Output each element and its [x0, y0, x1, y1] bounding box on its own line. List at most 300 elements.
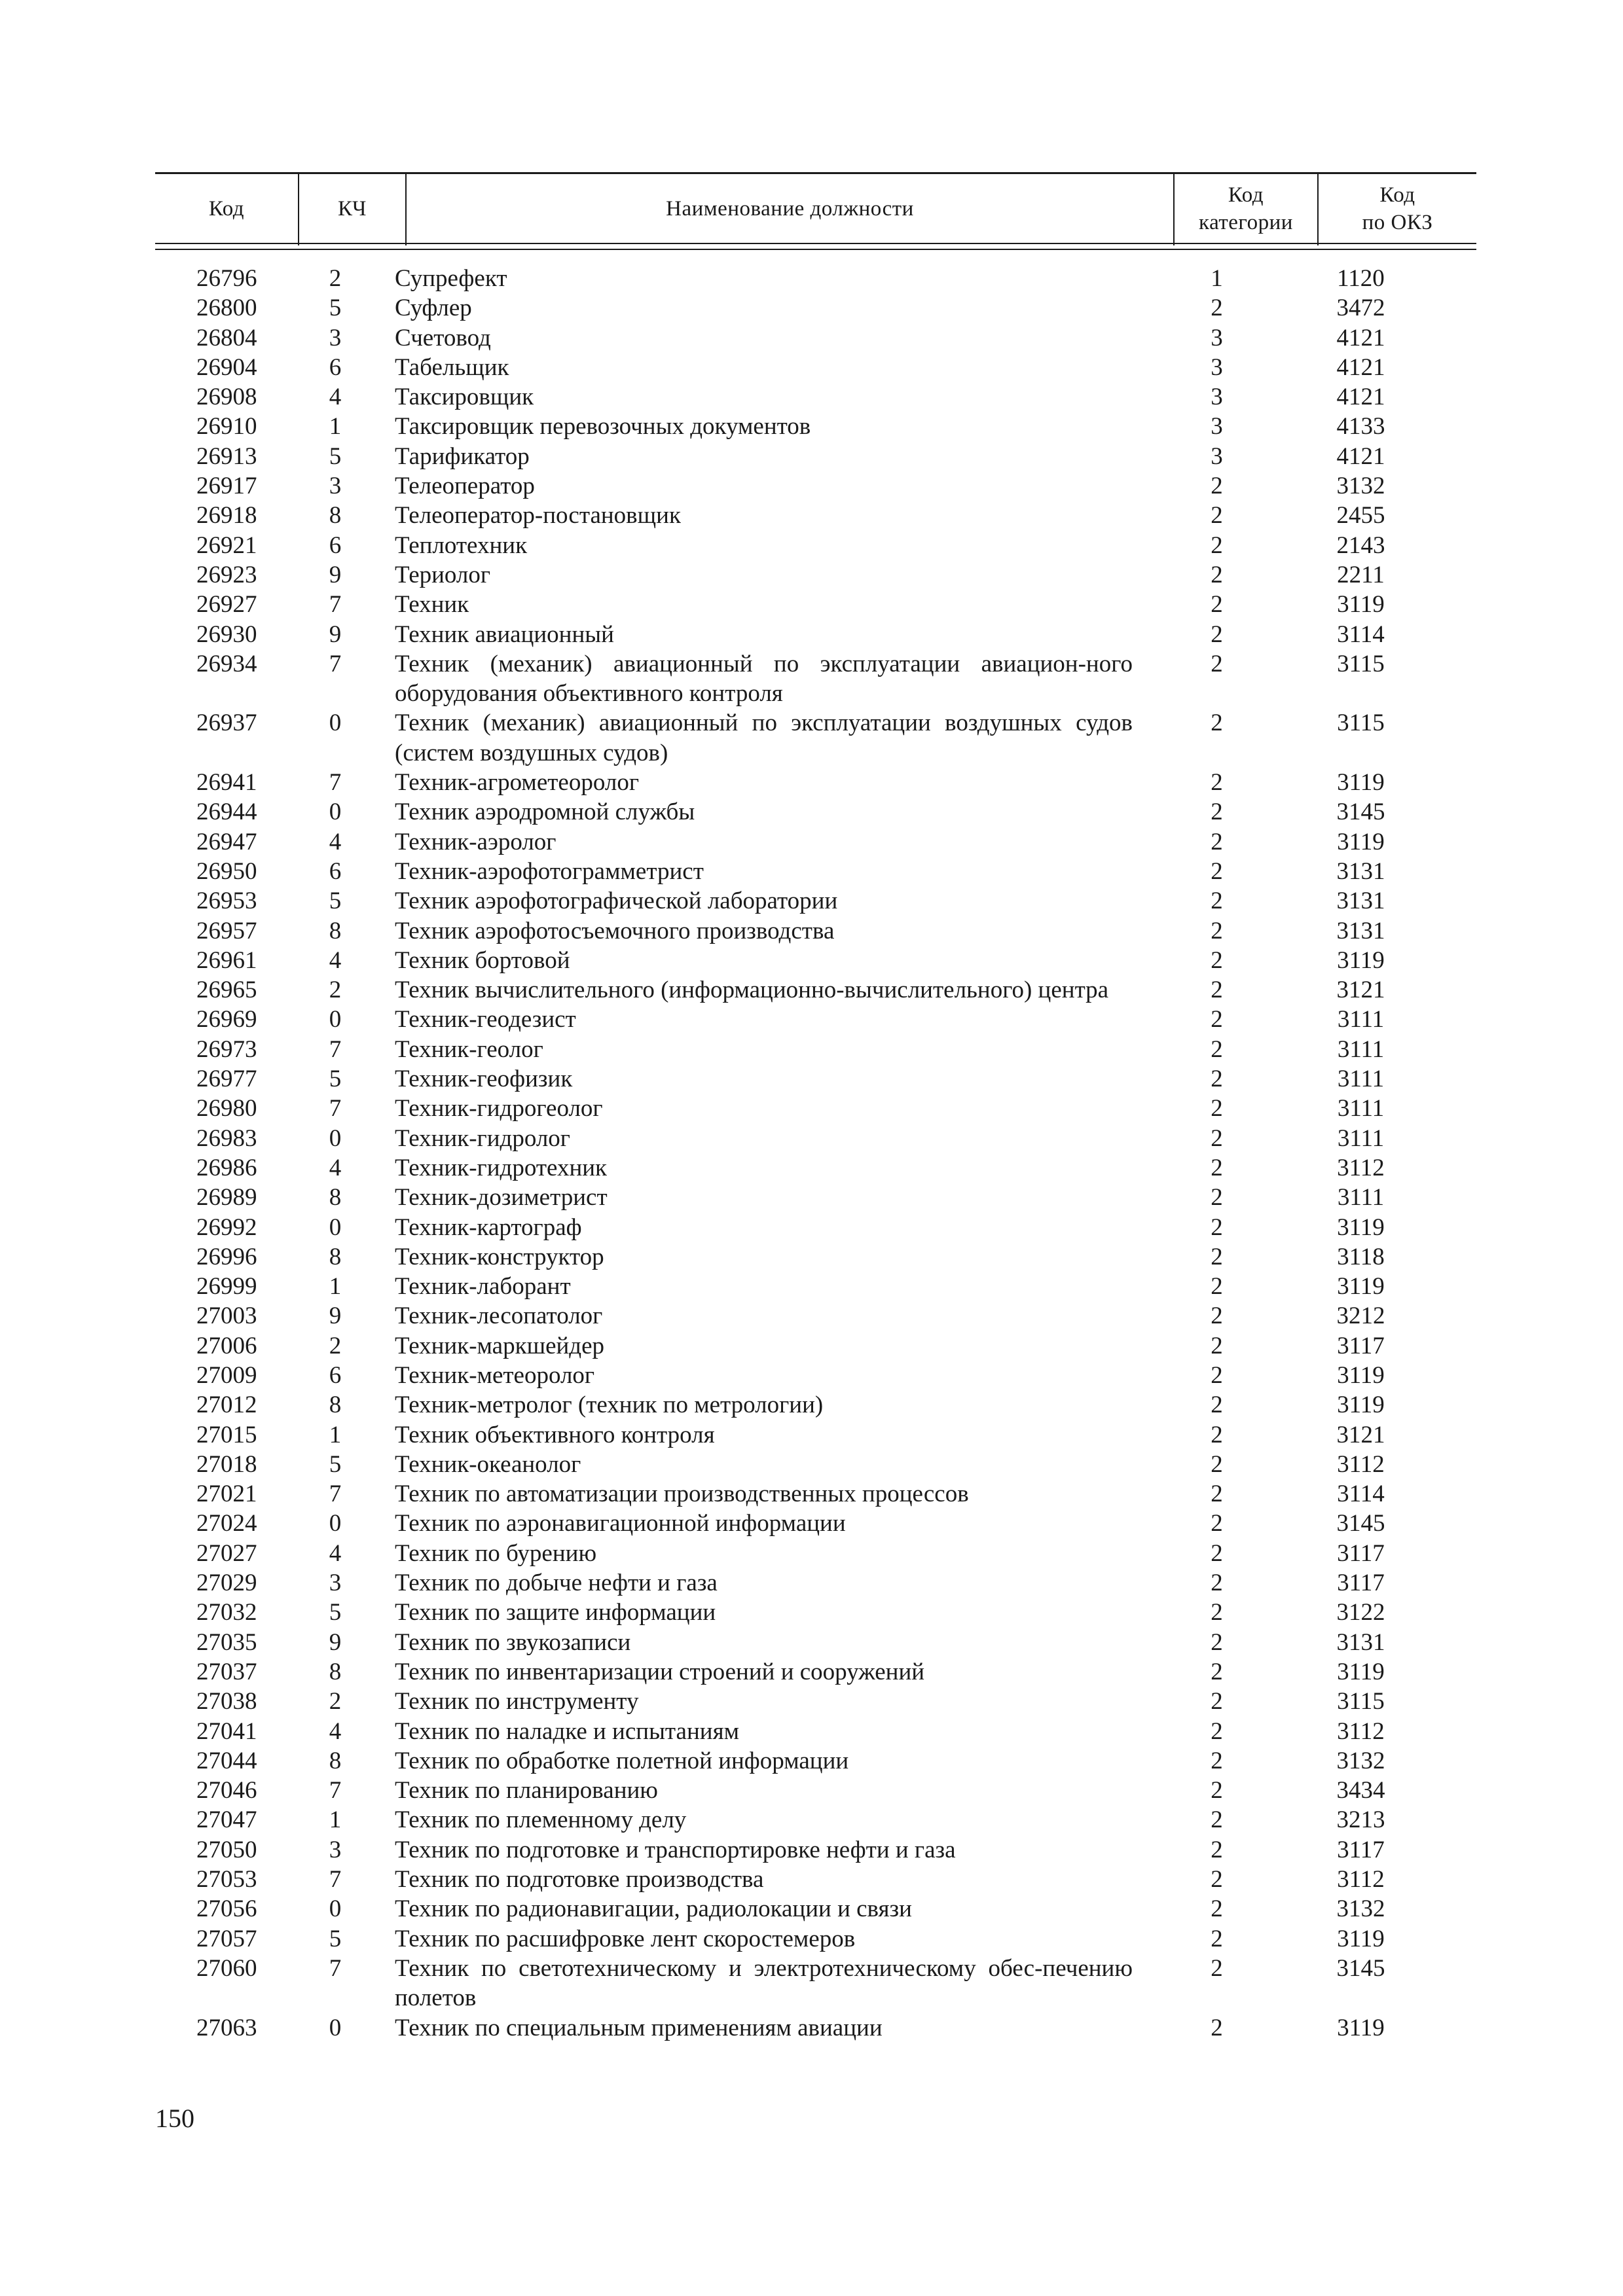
table-row — [155, 916, 1476, 946]
row-okz: 3119 — [1337, 1361, 1385, 1389]
row-code: 26944 — [196, 798, 257, 826]
row-category: 2 — [1211, 1599, 1223, 1626]
row-position-name: Техник-аэролог — [395, 828, 556, 855]
row-category: 2 — [1211, 1006, 1223, 1033]
row-position-name: Техник бортовой — [395, 946, 570, 974]
row-category: 2 — [1211, 828, 1223, 855]
row-kch: 8 — [329, 1243, 342, 1270]
row-category: 2 — [1211, 1570, 1223, 1597]
row-okz: 3145 — [1336, 1954, 1385, 1982]
table-row — [155, 1746, 1476, 1776]
row-position-name: Счетовод — [395, 324, 491, 351]
row-category: 2 — [1211, 1539, 1223, 1567]
table-row — [155, 797, 1476, 827]
row-code: 26923 — [196, 561, 257, 588]
row-kch: 7 — [329, 1777, 342, 1804]
row-kch: 0 — [329, 798, 342, 826]
row-code: 26904 — [196, 353, 257, 381]
row-kch: 4 — [329, 946, 342, 974]
row-okz: 3119 — [1337, 828, 1385, 855]
table-row — [155, 1568, 1476, 1598]
row-position-name: Техник по автоматизации производственных процессов — [395, 1480, 969, 1508]
row-position-name: Техник по инструменту — [395, 1688, 639, 1715]
row-position-name: Техник-гидрогеолог — [395, 1095, 603, 1122]
row-category: 2 — [1211, 1866, 1223, 1893]
row-code: 27056 — [196, 1895, 257, 1923]
row-category: 2 — [1211, 1688, 1223, 1715]
row-category: 2 — [1211, 1806, 1223, 1834]
row-kch: 2 — [329, 1688, 342, 1715]
row-kch: 0 — [329, 1213, 342, 1241]
row-category: 2 — [1211, 1243, 1223, 1270]
row-okz: 4133 — [1336, 413, 1385, 440]
row-kch: 3 — [329, 473, 342, 500]
row-category: 2 — [1211, 1066, 1223, 1093]
row-position-name: Техник-гидротехник — [395, 1154, 608, 1181]
row-code: 27037 — [196, 1658, 257, 1685]
table-row — [155, 323, 1476, 353]
row-okz: 3472 — [1336, 295, 1385, 322]
row-category: 2 — [1211, 620, 1223, 648]
row-code: 27053 — [196, 1866, 257, 1893]
row-okz: 3115 — [1337, 1688, 1385, 1715]
row-code: 26983 — [196, 1124, 257, 1152]
row-code: 27038 — [196, 1688, 257, 1715]
row-category: 2 — [1211, 2014, 1223, 2041]
row-okz: 3121 — [1336, 1421, 1385, 1448]
row-code: 27057 — [196, 1925, 257, 1952]
row-position-name: Техник-геофизик — [395, 1066, 573, 1093]
row-okz: 3131 — [1336, 888, 1385, 915]
header-category-line2: категории — [1199, 211, 1293, 234]
row-kch: 4 — [329, 384, 342, 411]
row-okz: 3119 — [1337, 1391, 1385, 1419]
row-category: 2 — [1211, 1273, 1223, 1300]
row-kch: 5 — [329, 1599, 342, 1626]
row-kch: 5 — [329, 295, 342, 322]
row-kch: 5 — [329, 442, 342, 470]
row-kch: 5 — [329, 1066, 342, 1093]
row-okz: 3119 — [1337, 1658, 1385, 1685]
row-position-name: Техник-дозиметрист — [395, 1184, 608, 1211]
row-kch: 1 — [329, 1806, 342, 1834]
row-category: 2 — [1211, 1450, 1223, 1478]
row-code: 27046 — [196, 1777, 257, 1804]
header-name — [407, 172, 1173, 245]
row-okz: 2143 — [1336, 531, 1385, 559]
row-okz: 4121 — [1336, 324, 1385, 351]
table-row — [155, 857, 1476, 886]
row-position-name: Техник-метеоролог — [395, 1361, 595, 1389]
table-row — [155, 1894, 1476, 1924]
row-kch: 2 — [329, 265, 342, 292]
row-okz: 3119 — [1337, 1273, 1385, 1300]
row-code: 27032 — [196, 1599, 257, 1626]
row-position-name: Техник-конструктор — [395, 1243, 604, 1270]
row-code: 27027 — [196, 1539, 257, 1567]
row-position-name: Териолог — [395, 561, 491, 588]
table-row — [155, 382, 1476, 412]
row-kch: 9 — [329, 620, 342, 648]
table-row — [155, 1005, 1476, 1034]
row-category: 2 — [1211, 1836, 1223, 1863]
table-row — [155, 768, 1476, 797]
header-code — [155, 172, 298, 245]
row-category: 2 — [1211, 1925, 1223, 1952]
table-row — [155, 1420, 1476, 1450]
row-category: 2 — [1211, 1510, 1223, 1537]
row-position-name: Техник по планированию — [395, 1777, 658, 1804]
row-code: 26930 — [196, 620, 257, 648]
row-kch: 9 — [329, 561, 342, 588]
row-kch: 1 — [329, 1421, 342, 1448]
row-category: 2 — [1211, 1628, 1223, 1656]
row-kch: 2 — [329, 977, 342, 1004]
row-okz: 1120 — [1337, 265, 1385, 292]
row-okz: 3111 — [1337, 1095, 1385, 1122]
row-code: 27012 — [196, 1391, 257, 1419]
row-okz: 3434 — [1336, 1777, 1385, 1804]
row-position-name: Телеоператор-постановщик — [395, 502, 681, 529]
row-category: 2 — [1211, 1095, 1223, 1122]
row-category: 3 — [1211, 324, 1223, 351]
row-position-name: Техник по наладке и испытаниям — [395, 1717, 740, 1745]
table-row — [155, 1598, 1476, 1627]
row-position-name: Таксировщик перевозочных документов — [395, 413, 811, 440]
row-position-name: Техник по бурению — [395, 1539, 597, 1567]
row-okz: 3119 — [1337, 591, 1385, 619]
row-position-name: Техник по обработке полетной информации — [395, 1747, 849, 1774]
row-position-name: Супрефект — [395, 265, 507, 292]
row-kch: 7 — [329, 769, 342, 797]
row-category: 2 — [1211, 561, 1223, 588]
row-category: 2 — [1211, 1658, 1223, 1685]
row-kch: 3 — [329, 1570, 342, 1597]
row-code: 26947 — [196, 828, 257, 855]
row-kch: 1 — [329, 1273, 342, 1300]
row-kch: 6 — [329, 531, 342, 559]
row-position-name: Техник по добыче нефти и газа — [395, 1570, 718, 1597]
row-kch: 7 — [329, 1095, 342, 1122]
row-category: 2 — [1211, 1302, 1223, 1330]
table-row — [155, 1064, 1476, 1094]
row-position-name: Техник аэродромной службы — [395, 798, 695, 826]
row-code: 26800 — [196, 295, 257, 322]
row-code: 26950 — [196, 857, 257, 885]
row-kch: 4 — [329, 1539, 342, 1567]
row-okz: 4121 — [1336, 384, 1385, 411]
row-okz: 3111 — [1337, 1124, 1385, 1152]
table-row — [155, 1717, 1476, 1746]
row-position-name: Техник вычислительного (информационно-вычислительного) центра — [395, 977, 1109, 1004]
table-row — [155, 442, 1476, 471]
row-okz: 3115 — [1337, 709, 1385, 737]
row-position-name: Техник (механик) авиационный по эксплуатации воздушных судов (систем воздушных судов) — [395, 709, 1133, 766]
table-row — [155, 293, 1476, 323]
table-row — [155, 975, 1476, 1005]
row-kch: 5 — [329, 888, 342, 915]
table-row — [155, 708, 1476, 768]
row-category: 2 — [1211, 1124, 1223, 1152]
row-position-name: Теплотехник — [395, 531, 528, 559]
table-row — [155, 1954, 1476, 2013]
table-row — [155, 649, 1476, 709]
header-okz-line2: по ОКЗ — [1362, 211, 1433, 234]
row-okz: 4121 — [1336, 353, 1385, 381]
row-category: 2 — [1211, 769, 1223, 797]
row-kch: 9 — [329, 1302, 342, 1330]
row-category: 2 — [1211, 1480, 1223, 1508]
table-row — [155, 1924, 1476, 1954]
row-position-name: Техник по подготовке производства — [395, 1866, 764, 1893]
row-okz: 3114 — [1337, 620, 1385, 648]
row-position-name: Техник-геолог — [395, 1035, 543, 1063]
table-row — [155, 1509, 1476, 1538]
row-okz: 3131 — [1336, 917, 1385, 944]
row-okz: 3117 — [1337, 1570, 1385, 1597]
row-code: 26996 — [196, 1243, 257, 1270]
row-position-name: Техник-океанолог — [395, 1450, 581, 1478]
row-code: 26973 — [196, 1035, 257, 1063]
row-position-name: Техник-маркшейдер — [395, 1332, 605, 1359]
row-category: 2 — [1211, 1421, 1223, 1448]
table-row — [155, 1657, 1476, 1687]
row-code: 26992 — [196, 1213, 257, 1241]
row-category: 2 — [1211, 857, 1223, 885]
row-okz: 3119 — [1337, 946, 1385, 974]
table-row — [155, 1183, 1476, 1212]
table-row — [155, 1361, 1476, 1390]
row-code: 26986 — [196, 1154, 257, 1181]
row-category: 2 — [1211, 1747, 1223, 1774]
row-code: 27009 — [196, 1361, 257, 1389]
table-row — [155, 1539, 1476, 1568]
row-kch: 0 — [329, 1006, 342, 1033]
row-code: 26804 — [196, 324, 257, 351]
row-kch: 0 — [329, 2014, 342, 2041]
row-okz: 3115 — [1337, 650, 1385, 677]
table-row — [155, 1301, 1476, 1331]
row-kch: 5 — [329, 1450, 342, 1478]
row-code: 27044 — [196, 1747, 257, 1774]
row-category: 2 — [1211, 1035, 1223, 1063]
row-okz: 3119 — [1337, 1213, 1385, 1241]
table-row — [155, 1331, 1476, 1361]
row-category: 3 — [1211, 413, 1223, 440]
row-code: 26953 — [196, 888, 257, 915]
row-code: 26927 — [196, 591, 257, 619]
row-kch: 7 — [329, 591, 342, 619]
row-okz: 3119 — [1337, 1925, 1385, 1952]
row-okz: 3112 — [1337, 1717, 1385, 1745]
row-okz: 4121 — [1336, 442, 1385, 470]
row-code: 26957 — [196, 917, 257, 944]
row-category: 2 — [1211, 1184, 1223, 1211]
row-category: 3 — [1211, 384, 1223, 411]
row-code: 26941 — [196, 769, 257, 797]
row-kch: 8 — [329, 1184, 342, 1211]
row-category: 2 — [1211, 1213, 1223, 1241]
header-kch — [299, 172, 405, 245]
row-okz: 2455 — [1336, 502, 1385, 529]
table-row — [155, 1035, 1476, 1064]
header-okz-line1: Код — [1379, 183, 1415, 207]
header-category-line1: Код — [1228, 183, 1264, 207]
table-row — [155, 1390, 1476, 1420]
row-category: 2 — [1211, 709, 1223, 737]
table-row — [155, 471, 1476, 501]
row-kch: 8 — [329, 1391, 342, 1419]
row-kch: 6 — [329, 1361, 342, 1389]
row-code: 27006 — [196, 1332, 257, 1359]
row-code: 26961 — [196, 946, 257, 974]
row-okz: 2211 — [1337, 561, 1385, 588]
row-okz: 3112 — [1337, 1866, 1385, 1893]
table-row — [155, 1242, 1476, 1272]
row-code: 27035 — [196, 1628, 257, 1656]
table-row — [155, 1094, 1476, 1123]
table-row — [155, 1865, 1476, 1894]
row-okz: 3131 — [1336, 857, 1385, 885]
table-row — [155, 1776, 1476, 1805]
row-position-name: Техник по племенному делу — [395, 1806, 687, 1834]
row-okz: 3111 — [1337, 1066, 1385, 1093]
row-position-name: Техник по расшифровке лент скоростемеров — [395, 1925, 856, 1952]
row-kch: 7 — [329, 1866, 342, 1893]
row-okz: 3112 — [1337, 1450, 1385, 1478]
row-category: 2 — [1211, 888, 1223, 915]
table-row — [155, 1213, 1476, 1242]
table-row — [155, 1805, 1476, 1835]
row-category: 2 — [1211, 473, 1223, 500]
row-category: 2 — [1211, 502, 1223, 529]
row-code: 26921 — [196, 531, 257, 559]
row-category: 2 — [1211, 1954, 1223, 1982]
row-code: 26910 — [196, 413, 257, 440]
row-category: 2 — [1211, 591, 1223, 619]
row-category: 3 — [1211, 442, 1223, 470]
table-row — [155, 590, 1476, 619]
row-code: 26796 — [196, 265, 257, 292]
row-position-name: Техник по защите информации — [395, 1599, 716, 1626]
row-okz: 3112 — [1337, 1154, 1385, 1181]
row-code: 26934 — [196, 650, 257, 677]
row-position-name: Техник-агрометеоролог — [395, 769, 639, 797]
row-code: 26917 — [196, 473, 257, 500]
row-position-name: Техник-геодезист — [395, 1006, 576, 1033]
row-position-name: Техник — [395, 591, 469, 619]
row-category: 2 — [1211, 917, 1223, 944]
table-row — [155, 1687, 1476, 1716]
row-kch: 8 — [329, 1658, 342, 1685]
table-row — [155, 2013, 1476, 2043]
row-kch: 0 — [329, 709, 342, 737]
row-kch: 3 — [329, 1836, 342, 1863]
row-position-name: Техник аэрофотографической лаборатории — [395, 888, 838, 915]
row-category: 2 — [1211, 977, 1223, 1004]
header-code-label: Код — [208, 197, 245, 221]
row-kch: 4 — [329, 1154, 342, 1181]
row-position-name: Телеоператор — [395, 473, 535, 500]
row-kch: 7 — [329, 650, 342, 677]
row-okz: 3119 — [1337, 769, 1385, 797]
row-position-name: Техник-лаборант — [395, 1273, 571, 1300]
page-number: 150 — [155, 2104, 194, 2133]
row-category: 2 — [1211, 1777, 1223, 1804]
row-category: 2 — [1211, 650, 1223, 677]
row-category: 2 — [1211, 1717, 1223, 1745]
row-category: 2 — [1211, 531, 1223, 559]
row-position-name: Техник объективного контроля — [395, 1421, 715, 1448]
header-okz — [1319, 172, 1476, 245]
row-position-name: Техник по подготовке и транспортировке нефти и газа — [395, 1836, 956, 1863]
row-code: 27050 — [196, 1836, 257, 1863]
row-code: 27029 — [196, 1570, 257, 1597]
table-row — [155, 501, 1476, 530]
row-kch: 4 — [329, 828, 342, 855]
row-position-name: Техник по специальным применениям авиации — [395, 2014, 883, 2041]
row-kch: 8 — [329, 502, 342, 529]
row-code: 26965 — [196, 977, 257, 1004]
row-category: 2 — [1211, 295, 1223, 322]
row-okz: 3132 — [1336, 473, 1385, 500]
row-code: 26937 — [196, 709, 257, 737]
row-okz: 3213 — [1336, 1806, 1385, 1834]
row-code: 26969 — [196, 1006, 257, 1033]
row-code: 26989 — [196, 1184, 257, 1211]
row-kch: 8 — [329, 917, 342, 944]
row-okz: 3111 — [1337, 1006, 1385, 1033]
header-kch-label: КЧ — [337, 197, 367, 221]
row-okz: 3119 — [1337, 2014, 1385, 2041]
row-position-name: Техник по светотехническому и электротехническому обес-печению полетов — [395, 1954, 1133, 2012]
row-kch: 7 — [329, 1035, 342, 1063]
row-position-name: Техник-гидролог — [395, 1124, 570, 1152]
row-code: 26977 — [196, 1066, 257, 1093]
row-category: 2 — [1211, 1391, 1223, 1419]
row-position-name: Техник аэрофотосъемочного производства — [395, 917, 835, 944]
row-code: 27003 — [196, 1302, 257, 1330]
row-code: 26913 — [196, 442, 257, 470]
table-row — [155, 264, 1476, 293]
table-row — [155, 1124, 1476, 1153]
row-position-name: Техник по звукозаписи — [395, 1628, 631, 1656]
row-kch: 7 — [329, 1954, 342, 1982]
row-kch: 2 — [329, 1332, 342, 1359]
row-okz: 3145 — [1336, 798, 1385, 826]
table-row — [155, 1479, 1476, 1509]
row-kch: 5 — [329, 1925, 342, 1952]
table-row — [155, 1835, 1476, 1865]
row-position-name: Техник-картограф — [395, 1213, 582, 1241]
row-kch: 0 — [329, 1510, 342, 1537]
row-okz: 3122 — [1336, 1599, 1385, 1626]
row-category: 2 — [1211, 1361, 1223, 1389]
row-category: 1 — [1211, 265, 1223, 292]
row-kch: 0 — [329, 1895, 342, 1923]
table-row — [155, 886, 1476, 916]
row-position-name: Техник авиационный — [395, 620, 614, 648]
row-okz: 3121 — [1336, 977, 1385, 1004]
row-okz: 3131 — [1336, 1628, 1385, 1656]
row-category: 2 — [1211, 946, 1223, 974]
row-category: 3 — [1211, 353, 1223, 381]
row-position-name: Таксировщик — [395, 384, 534, 411]
table-row — [155, 1450, 1476, 1479]
row-okz: 3114 — [1337, 1480, 1385, 1508]
table-row — [155, 531, 1476, 560]
row-kch: 4 — [329, 1717, 342, 1745]
